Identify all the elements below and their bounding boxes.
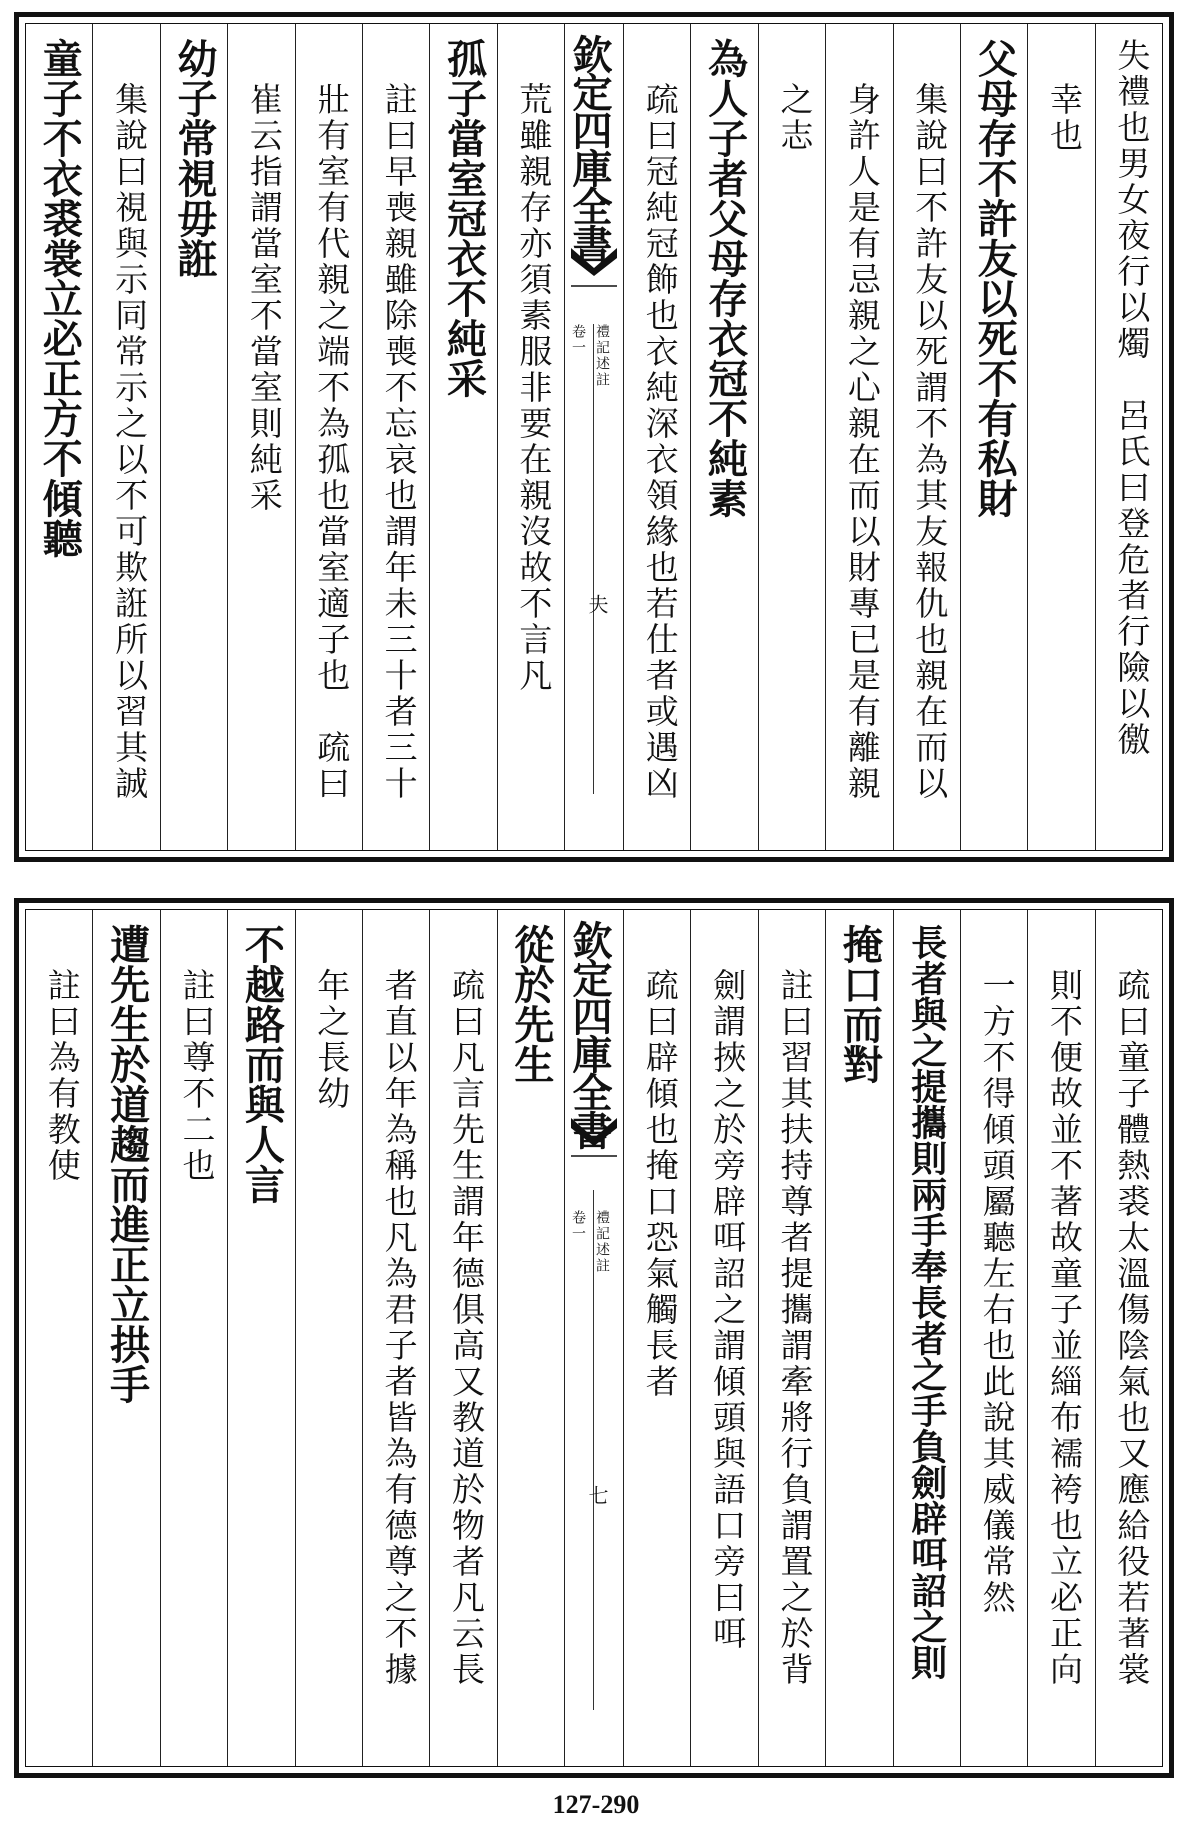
bottom-page-frame: [25, 909, 1163, 1767]
main-text: 不越路而與人言: [238, 924, 286, 1204]
commentary-text: 劍謂挾之於旁辟咡詔之謂傾頭與語口旁曰咡: [708, 968, 748, 1652]
text-column: [497, 24, 564, 850]
text-column: [26, 910, 92, 1766]
commentary-text: 年之長幼: [312, 968, 352, 1112]
main-text: 童子不衣裘裳立必正方不傾聽: [36, 38, 84, 558]
commentary-text: 之志: [775, 82, 815, 154]
main-text: 掩口而對: [836, 924, 884, 1084]
main-text: 孤子當室冠衣不純采: [440, 38, 488, 398]
commentary-text: 註曰習其扶持尊者提攜謂牽將行負謂置之於背: [775, 968, 815, 1688]
text-column: [1027, 910, 1094, 1766]
text-column: [497, 910, 564, 1766]
text-column: [92, 24, 159, 850]
center-fold: [564, 910, 623, 1766]
main-text: 長者與之提攜則兩手奉長者之手負劍辟咡詔之則: [905, 924, 948, 1680]
top-page-frame: [25, 23, 1163, 851]
text-column: [160, 24, 227, 850]
text-column: [960, 910, 1027, 1766]
commentary-text: 者直以年為稱也凡為君子者皆為有德尊之不據: [379, 968, 419, 1688]
text-column: [1095, 24, 1162, 850]
center-rule: [593, 324, 594, 794]
text-column: [960, 24, 1027, 850]
text-column: [295, 24, 362, 850]
main-text: 為人子者父母存衣冠不純素: [701, 38, 749, 518]
commentary-text: 身許人是有忌親之心親在而以財專已是有離親: [842, 82, 882, 802]
main-text: 遭先生於道趨而進正立拱手: [103, 924, 151, 1404]
text-column: [758, 24, 825, 850]
commentary-text: 註曰早喪親雖除喪不忘哀也謂年未三十者三十: [379, 82, 419, 802]
commentary-text: 壯有室有代親之端不為孤也當室適子也 疏曰: [312, 82, 352, 802]
leaf-number: 七: [585, 1485, 609, 1507]
center-fold: [564, 24, 623, 850]
page-number: 127-290: [552, 1790, 640, 1819]
text-column: [429, 24, 496, 850]
text-column: [227, 24, 294, 850]
commentary-text: 疏曰冠純冠飾也衣純深衣領緣也若仕者或遇凶: [640, 82, 680, 802]
commentary-text: 幸也: [1044, 82, 1084, 154]
commentary-text: 疏曰童子體熱裘太溫傷陰氣也又應給役若著裳: [1112, 968, 1152, 1688]
volume-label: 卷一: [570, 1210, 586, 1242]
center-title: 欽定四庫全書: [566, 920, 613, 1148]
top-page: [14, 12, 1174, 862]
leaf-number: 夫: [585, 594, 609, 616]
text-column: [1095, 910, 1162, 1766]
text-column: [26, 24, 92, 850]
text-column: [92, 910, 159, 1766]
text-column: [227, 910, 294, 1766]
commentary-text: 疏曰辟傾也掩口恐氣觸長者: [640, 968, 680, 1400]
main-text: 從於先生: [507, 924, 555, 1084]
commentary-text: 一方不得傾頭屬聽左右也此說其威儀常然: [977, 968, 1017, 1616]
text-column: [623, 24, 690, 850]
text-column: [160, 910, 227, 1766]
commentary-text: 註曰為有教使: [42, 968, 82, 1184]
main-text: 父母存不許友以死不有私財: [971, 38, 1019, 518]
volume-label: 卷一: [570, 324, 586, 356]
commentary-text: 註曰尊不二也: [177, 968, 217, 1184]
text-column: [825, 910, 892, 1766]
text-column: [690, 24, 757, 850]
commentary-text: 集說曰視與示同常示之以不可欺誑所以習其誠: [110, 82, 150, 802]
book-title: 禮記述註: [594, 324, 610, 388]
text-column: [893, 910, 960, 1766]
text-column: [690, 910, 757, 1766]
commentary-text: 則不便故並不著故童子並緇布襦袴也立必正向: [1044, 968, 1084, 1688]
text-column: [429, 910, 496, 1766]
commentary-text: 崔云指謂當室不當室則純采: [244, 82, 284, 514]
commentary-text: 集說曰不許友以死謂不為其友報仇也親在而以: [910, 82, 950, 802]
commentary-text: 疏曰凡言先生謂年德俱高又教道於物者凡云長: [446, 968, 486, 1688]
fishtail-mark-icon: [571, 1116, 617, 1176]
text-column: [1027, 24, 1094, 850]
text-column: [295, 910, 362, 1766]
text-column: [893, 24, 960, 850]
main-text: 幼子常視毋誑: [170, 38, 218, 278]
text-column: [758, 910, 825, 1766]
text-column: [825, 24, 892, 850]
center-title: 欽定四庫全書: [566, 34, 613, 262]
text-column: [362, 24, 429, 850]
commentary-text: 失禮也男女夜行以燭 呂氏曰登危者行險以徼: [1112, 38, 1152, 758]
text-column: [623, 910, 690, 1766]
commentary-text: 荒雖親存亦須素服非要在親沒故不言凡: [514, 82, 554, 694]
book-title: 禮記述註: [594, 1210, 610, 1274]
fishtail-mark-icon: [571, 246, 617, 306]
bottom-page: [14, 898, 1174, 1778]
text-column: [362, 910, 429, 1766]
